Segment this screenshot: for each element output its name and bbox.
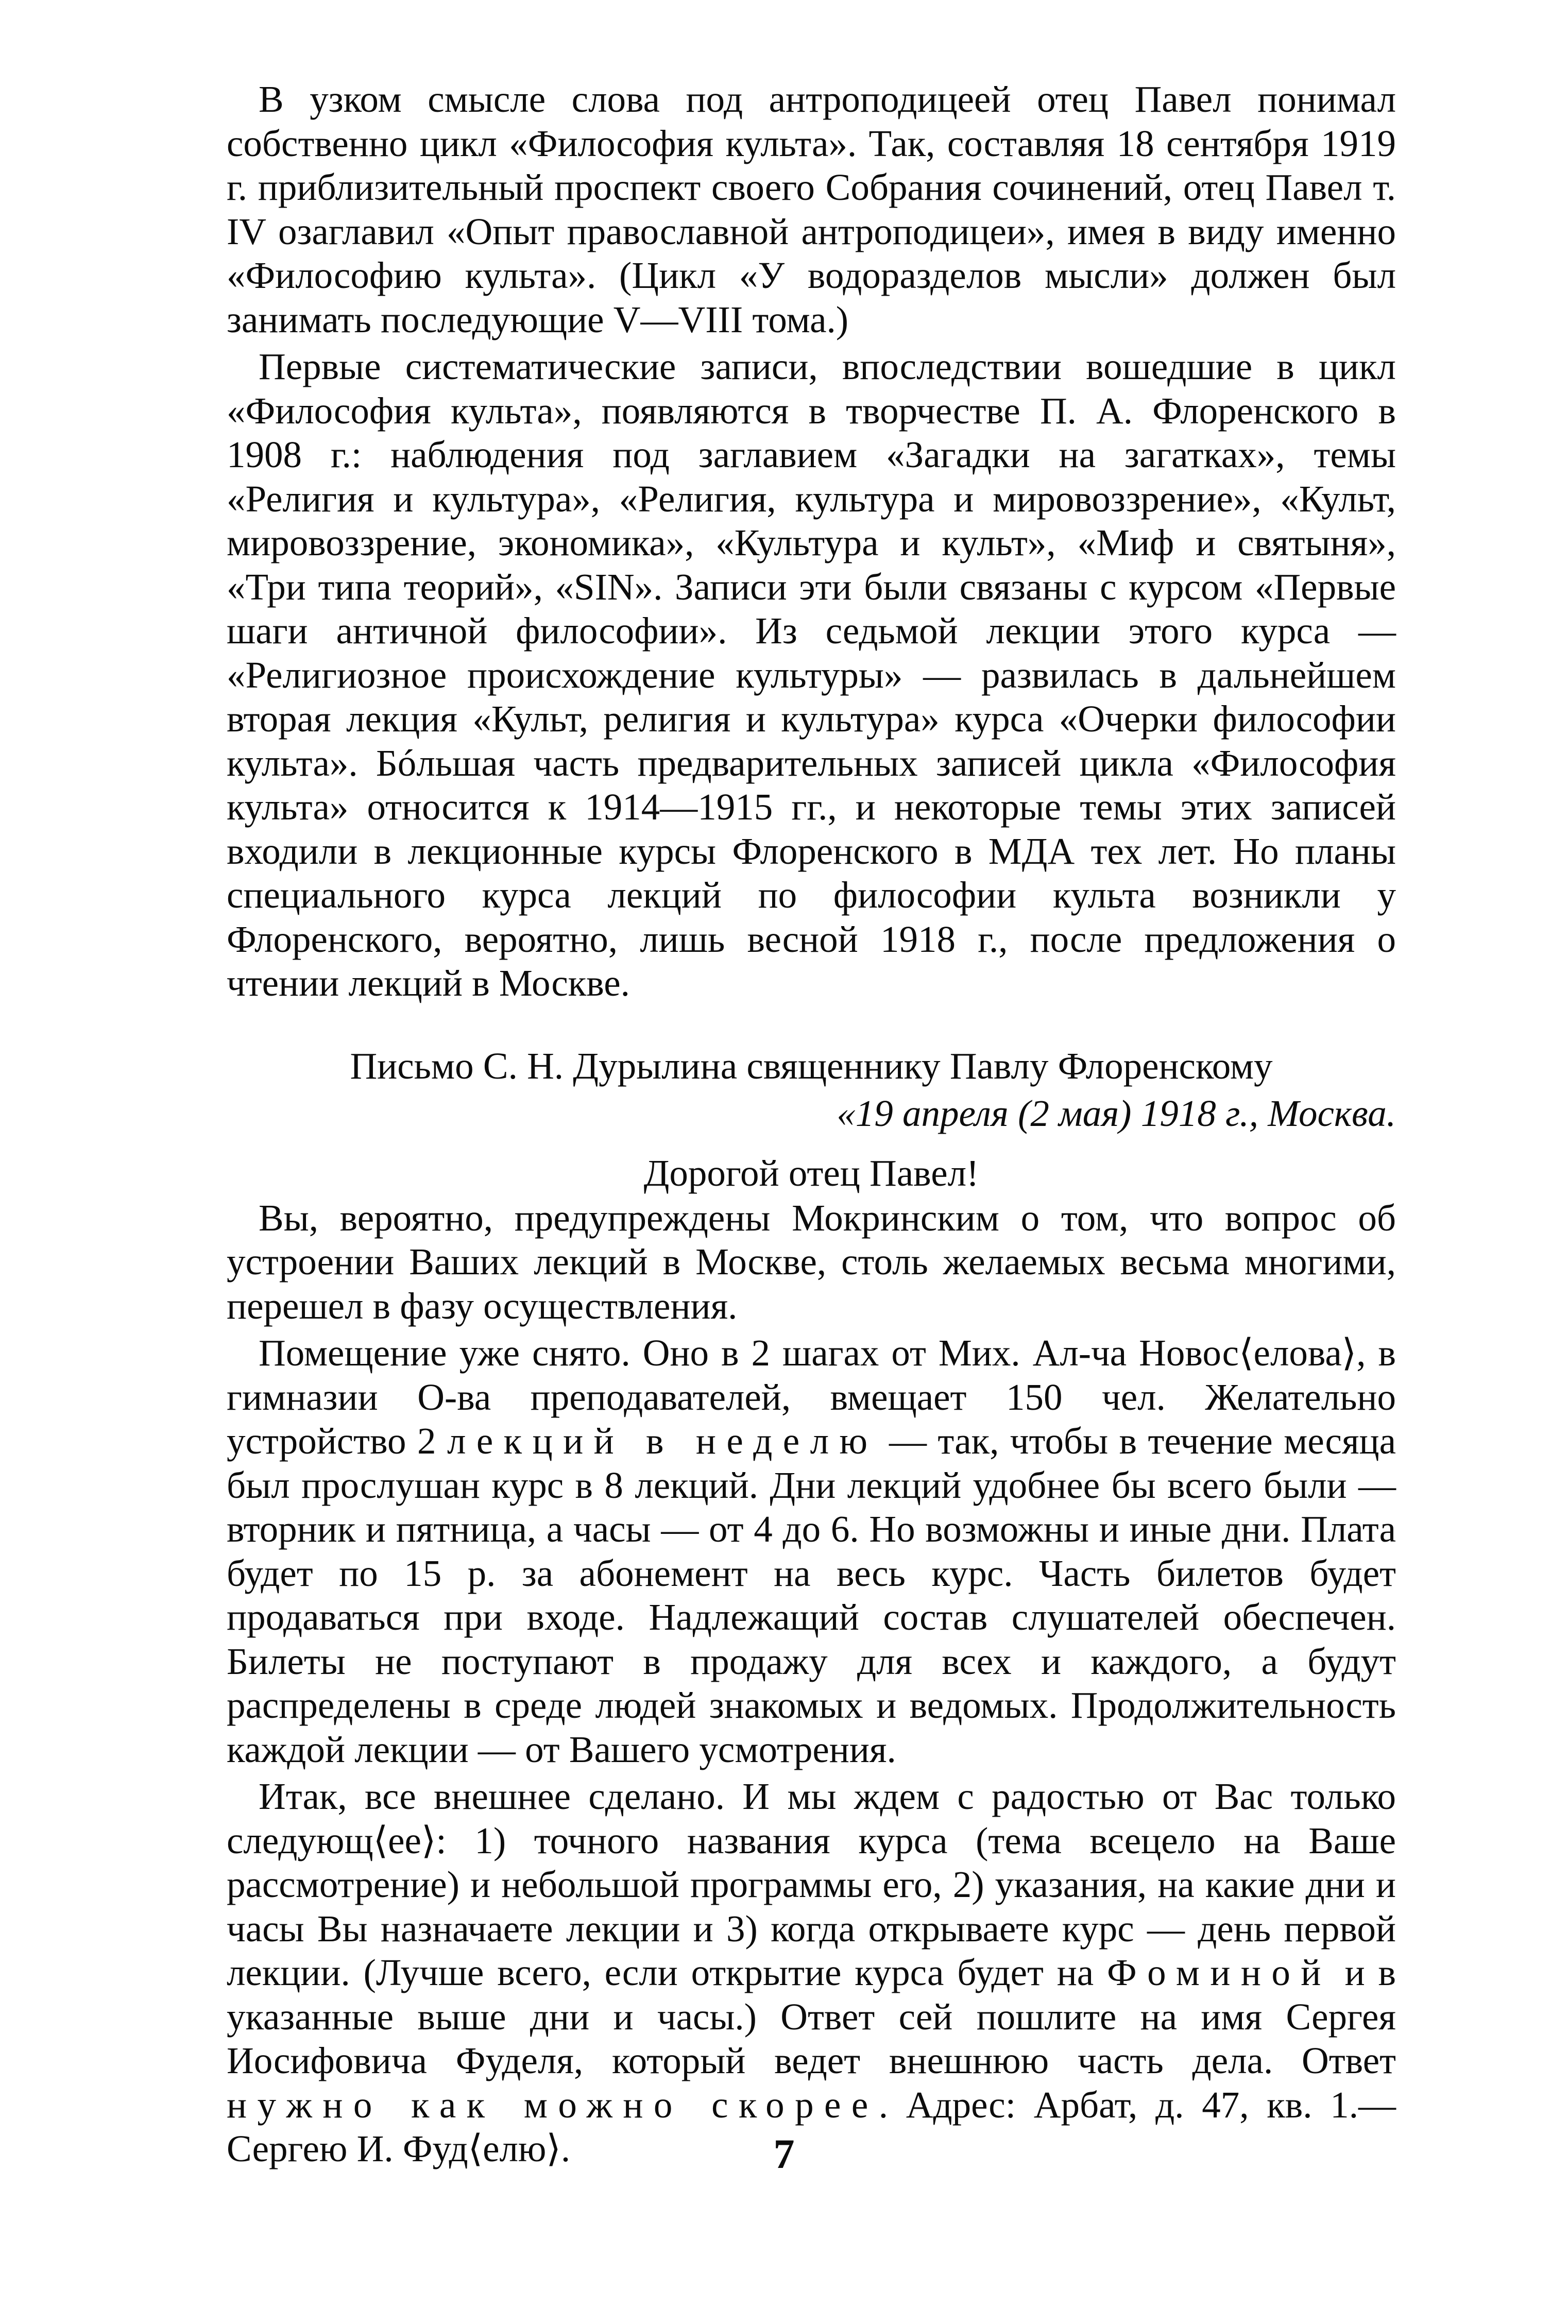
text-run: и в указанные выше дни и часы.) Ответ сей пошлите на имя Сергея Иосифовича Фуделя, который ведет внешнюю часть дела. Ответ	[227, 1952, 1396, 2081]
letter-paragraph	[227, 1331, 1396, 1771]
page-number: 7	[773, 2130, 795, 2177]
body-paragraph: В узком смысле слова под антроподицеей отец Павел понимал собственно цикл «Философия культа». Так, составляя 18 сентября 1919 г. приблизительный проспект своего Собрания сочинений, отец Павел т. IV озаглавил «Опыт православной антроподицеи», имея в виду именно «Философию культа». (Цикл «У водоразделов мысли» должен был занимать последующие V—VIII тома.)	[227, 78, 1396, 340]
spaced-emphasis: лекций в неделю	[447, 1420, 878, 1462]
body-paragraph: Первые систематические записи, впоследствии вошедшие в цикл «Философия культа», появляются в творчестве П. А. Флоренского в 1908 г.: наблюдения под заглавием «Загадки на загатках», темы «Религия и культура», «Религия, культура и мировоззрение», «Культ, мировоззрение, экономика», «Культура и культ», «Миф и святыня», «Три типа теорий», «SIN». Записи эти были связаны с курсом «Первые шаги античной философии». Из седьмой лекции этого курса — «Религиозное происхождение культуры» — развилась в дальнейшем вторая лекция «Культ, религия и культура» курса «Очерки философии культа». Бóльшая часть предварительных записей цикла «Философия культа» относится к 1914—1915 гг., и некоторые темы этих записей входили в лекционные курсы Флоренского в МДА тех лет. Но планы специального курса лекций по философии культа возникли у Флоренского, вероятно, лишь весной 1918 г., после предложения о чтении лекций в Москве.	[227, 346, 1396, 1004]
letter-paragraph	[227, 1774, 1396, 2171]
letter-paragraph: Вы, вероятно, предупреждены Мокринским о том, что вопрос об устроении Ваших лекций в Москве, столь желаемых весьма многими, перешел в фазу осуществления.	[227, 1197, 1396, 1327]
spaced-emphasis: Фоминой	[1107, 1952, 1332, 1993]
letter-salutation: Дорогой отец Павел!	[643, 1152, 979, 1194]
text-run: Итак, все внешнее сделано. И мы ждем с радостью от Вас только следующ⟨ее⟩: 1) точного названия курса (тема всецело на Ваше рассмотрение) и небольшой программы его, 2) указания, на какие дни и часы Вы назначаете лекции и 3) когда открываете курс — день первой лекции. (Лучше всего, если открытие курса будет на	[227, 1775, 1396, 1993]
spaced-emphasis: нужно как можно скорее	[227, 2083, 879, 2126]
document-page	[227, 77, 1396, 2171]
letter-dateline: «19 апреля (2 мая) 1918 г., Москва.	[837, 1092, 1396, 1134]
text-run: — так, чтобы в течение месяца был прослушан курс в 8 лекций. Дни лекций удобнее бы всего были — вторник и пятница, а часы — от 4 до 6. Но возможны и иные дни. Плата будет по 15 р. за абонемент на весь курс. Часть билетов будет продаваться при входе. Надлежащий состав слушателей обеспечен. Билеты не поступают в продажу для всех и каждого, а будут распределены в среде людей знакомых и ведомых. Продолжительность каждой лекции — от Вашего усмотрения.	[227, 1420, 1396, 1770]
letter-heading: Письмо С. Н. Дурылина священнику Павлу Флоренскому	[350, 1045, 1273, 1087]
text-run: Помещение уже снято. Оно в 2 шагах от Мих. Ал-ча Новос⟨елова⟩, в гимназии О-ва преподавателей, вмещает 150 чел. Желательно устройство 2	[227, 1332, 1396, 1462]
text-run: . Адрес: Арбат, д. 47, кв. 1.—Сергею И. Фуд⟨елю⟩.	[227, 2083, 1396, 2169]
